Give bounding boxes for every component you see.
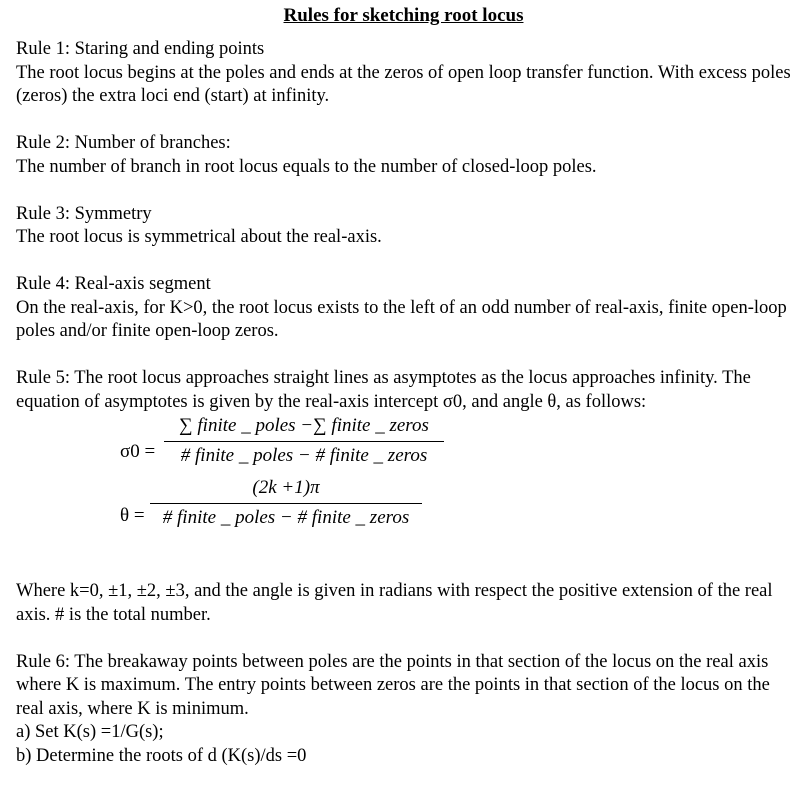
- rule-3-heading: Rule 3: Symmetry: [16, 203, 152, 224]
- where-text: Where k=0, ±1, ±2, ±3, and the angle is given in radians with respect the positive extension of the real axis. # is the total number.: [16, 581, 773, 625]
- theta-lhs: θ =: [120, 505, 145, 526]
- rule-4: [16, 273, 801, 344]
- rule-3: [16, 203, 801, 250]
- sigma-denominator: # finite _ poles − # finite _ zeros: [180, 444, 428, 466]
- rule-1: [16, 38, 801, 109]
- asymptote-formulas: [16, 410, 801, 580]
- sigma-lhs: σ0 =: [120, 441, 156, 462]
- rule-4-text: On the real-axis, for K>0, the root locus exists to the left of an odd number of real-axis, finite open-loop poles and/or finite open-loop zeros.: [16, 297, 787, 341]
- theta-fraction-bar: [150, 503, 422, 504]
- rule-1-text: The root locus begins at the poles and ends at the zeros of open loop transfer function. With excess poles (zeros) the extra loci end (start) at infinity.: [16, 62, 791, 106]
- sigma-fraction: [164, 414, 444, 467]
- asymptote-where-note: [16, 580, 801, 627]
- rule-3-text: The root locus is symmetrical about the real-axis.: [16, 227, 382, 247]
- sigma-fraction-bar: [164, 441, 444, 442]
- rules-body: [16, 38, 801, 768]
- theta-denominator: # finite _ poles − # finite _ zeros: [162, 506, 410, 528]
- rule-1-heading: Rule 1: Staring and ending points: [16, 39, 265, 59]
- rule-2-heading: Rule 2: Number of branches:: [16, 133, 231, 153]
- rule-6-text: Rule 6: The breakaway points between poles are the points in that section of the locus on the real axis where K is maximum. The entry points between zeros are the points in that section of the locus on the real axis, where K is minimum.: [16, 651, 770, 719]
- page-title: Rules for sketching root locus: [283, 5, 524, 26]
- rule-5: [16, 367, 801, 414]
- sigma-numerator: ∑ finite _ poles −∑ finite _ zeros: [179, 415, 429, 436]
- rule-2: [16, 132, 801, 179]
- rule-2-text: The number of branch in root locus equals to the number of closed-loop poles.: [16, 156, 597, 177]
- rule-6: [16, 651, 801, 769]
- rule-6-step-a: a) Set K(s) =1/G(s);: [16, 722, 164, 742]
- rule-6-step-b: b) Determine the roots of d (K(s)/ds =0: [16, 745, 307, 766]
- theta-numerator: (2k +1)π: [252, 477, 320, 498]
- theta-fraction: [150, 476, 422, 529]
- rule-4-heading: Rule 4: Real-axis segment: [16, 274, 211, 294]
- rule-5-text: Rule 5: The root locus approaches straight lines as asymptotes as the locus approaches infinity. The equation of asymptotes is given by the real-axis intercept σ0, and angle θ, as follows:: [16, 368, 751, 412]
